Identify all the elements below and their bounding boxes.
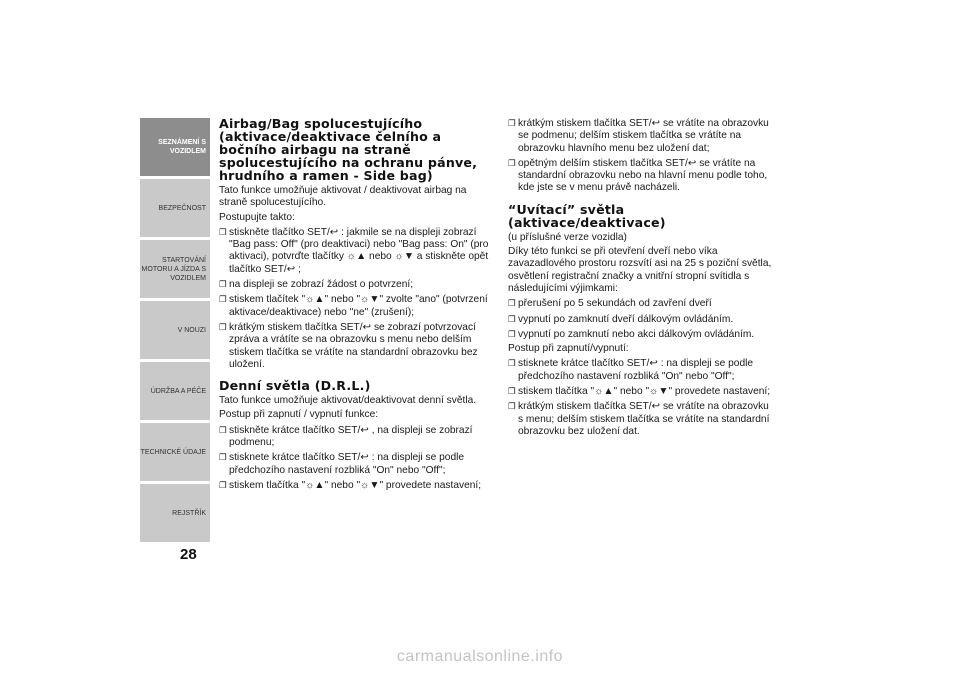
- tab-bezpecnost[interactable]: [140, 179, 210, 237]
- bullet-item: ❐ stiskem tlačítka "☼▲" nebo "☼▼" provedete nastavení;: [508, 385, 774, 398]
- tab-label: V NOUZI: [177, 326, 206, 334]
- column-left: [219, 117, 492, 494]
- tab-label: STARTOVÁNÍ MOTORU A JÍZDA S VOZIDLEM: [141, 256, 206, 282]
- paragraph: (u příslušné verze vozidla): [508, 231, 627, 243]
- bullet-item: ❐ stiskněte krátce tlačítko SET/↩ , na displeji se zobrazí podmenu;: [219, 424, 492, 450]
- tab-label: BEZPEČNOST: [158, 204, 206, 212]
- tab-technicke-udaje[interactable]: [140, 423, 210, 481]
- bullet-item: ❐ opětným delším stiskem tlačítka SET/↩ se vrátíte na standardní obrazovku nebo na hlavní menu podle toho, kde jste se v menu právě nacházeli.: [508, 157, 774, 195]
- tab-label: SEZNÁMENÍ S VOZIDLEM: [158, 139, 206, 155]
- bullet-item: ❐ stiskněte tlačítko SET/↩ : jakmile se na displeji zobrazí "Bag pass: Off" (pro deaktivaci) nebo "Bag pass: On" (pro aktivaci), potvrďte tlačítky ☼▲ nebo ☼▼ a stiskněte opět tlačítko SET/↩ ;: [219, 226, 492, 276]
- tab-startovani[interactable]: [140, 240, 210, 298]
- bullet-item: ❐ vypnutí po zamknutí dveří dálkovým ovládáním.: [508, 313, 774, 326]
- paragraph: Postup při zapnutí/vypnutí:: [508, 343, 629, 355]
- section-heading-drl: Denní světla (D.R.L.): [219, 378, 371, 394]
- bullet-item: ❐ krátkým stiskem tlačítka SET/↩ se vrátíte na obrazovku se podmenu; delším stiskem tlačítka se vrátíte na obrazovku hlavního menu bez uložení dat;: [508, 117, 774, 155]
- tab-label: TECHNICKÉ ÚDAJE: [140, 448, 206, 456]
- section-heading-airbag: Airbag/Bag spolucestujícího (aktivace/deaktivace čelního a bočního airbagu na straně spolucestujícího na ochranu pánve, hrudního a ramen - Side bag): [219, 116, 478, 183]
- section-heading-welcome-lights: “Uvítací” světla (aktivace/deaktivace): [508, 201, 666, 230]
- tab-udrzba[interactable]: [140, 362, 210, 420]
- tab-seznameni[interactable]: [140, 118, 210, 176]
- paragraph: Tato funkce umožňuje aktivovat/deaktivovat denní světla.: [219, 395, 477, 407]
- paragraph: Postupujte takto:: [219, 211, 295, 223]
- tab-v-nouzi[interactable]: [140, 301, 210, 359]
- bullet-item: ❐ vypnutí po zamknutí nebo akci dálkovým ovládáním.: [508, 328, 774, 341]
- bullet-item: ❐ stisknete krátce tlačítko SET/↩ : na displeji se podle předchozího nastavení rozbliká "On" nebo "Off";: [508, 357, 774, 383]
- bullet-item: ❐ stisknete krátce tlačítko SET/↩ : na displeji se podle předchozího nastavení rozbliká "On" nebo "Off";: [219, 451, 492, 477]
- chapter-tabs: [140, 118, 210, 545]
- watermark: carmanualsonline.info: [396, 648, 564, 665]
- paragraph: Postup při zapnutí / vypnutí funkce:: [219, 409, 379, 421]
- bullet-item: ❐ krátkým stiskem tlačítka SET/↩ se zobrazí potvrzovací zpráva a vrátíte se na obrazovku s menu nebo delším stiskem tlačítka se vrátíte na standardní obrazovku bez uložení.: [219, 321, 492, 371]
- bullet-item: ❐ krátkým stiskem tlačítka SET/↩ se vrátíte na obrazovku s menu; delším stiskem tlačítka se vrátíte na standardní obrazovku bez uložení dat.: [508, 400, 774, 438]
- tab-rejstrik[interactable]: [140, 484, 210, 542]
- tab-label: ÚDRŽBA A PÉČE: [150, 387, 206, 395]
- bullet-item: ❐ stiskem tlačítek "☼▲" nebo "☼▼" zvolte "ano" (potvrzení aktivace/deaktivace) nebo "ne" (zrušení);: [219, 293, 492, 319]
- paragraph: Tato funkce umožňuje aktivovat / deaktivovat airbag na straně spolucestujícího.: [219, 185, 467, 209]
- bullet-item: ❐ na displeji se zobrazí žádost o potvrzení;: [219, 278, 492, 291]
- bullet-item: ❐ přerušení po 5 sekundách od zavření dveří: [508, 297, 774, 310]
- bullet-item: ❐ stiskem tlačítka "☼▲" nebo "☼▼" provedete nastavení;: [219, 479, 492, 492]
- column-right: [508, 117, 774, 440]
- tab-label: REJSTŘÍK: [172, 509, 206, 517]
- page-number: 28: [180, 546, 197, 563]
- paragraph: Díky této funkci se při otevření dveří nebo víka zavazadlového prostoru rozsvítí asi na 25 s poziční světla, osvětlení registrační značky a vnitřní stropní svítidla s následujícími výjimkami:: [508, 246, 772, 294]
